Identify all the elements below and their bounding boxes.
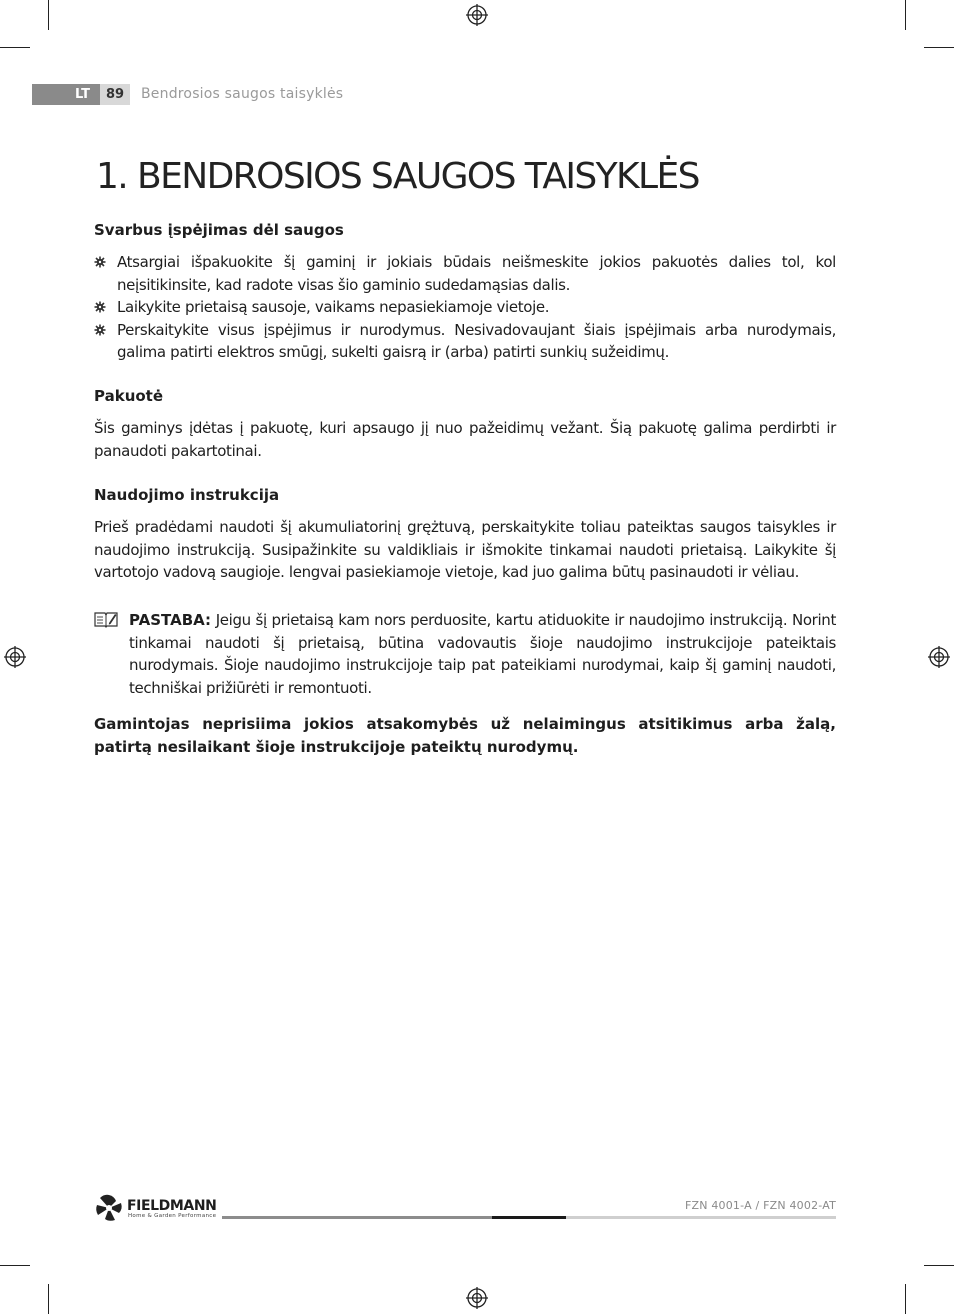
note-block bbox=[94, 609, 836, 699]
bullet-text: Perskaitykite visus įspėjimus ir nurodymus. Nesivadovaujant šiais įspėjimais arba nurodymais, galima patirti elektros smūgį, sukelti gaisrą ir (arba) patirti sunkių sužeidimų. bbox=[117, 320, 836, 361]
bullet-text: Laikykite prietaisą sausoje, vaikams nepasiekiamoje vietoje. bbox=[117, 298, 550, 316]
crop-mark bbox=[0, 47, 30, 48]
crop-mark bbox=[905, 1284, 906, 1314]
packaging-heading: Pakuotė bbox=[94, 387, 164, 405]
footer-rule bbox=[492, 1216, 566, 1219]
page-title: 1. BENDROSIOS SAUGOS TAISYKLĖS bbox=[96, 156, 699, 197]
registration-mark-icon bbox=[466, 1287, 488, 1309]
packaging-paragraph: Šis gaminys įdėtas į pakuotę, kuri apsaugo jį nuo pažeidimų vežant. Šią pakuotę galima perdirbti ir panaudoti pakartotinai. bbox=[94, 419, 836, 460]
crop-mark bbox=[905, 0, 906, 30]
page-number: 89 bbox=[100, 84, 130, 105]
note-text bbox=[129, 609, 836, 699]
safety-bullet-list bbox=[94, 251, 836, 364]
instructions-heading: Naudojimo instrukcija bbox=[94, 486, 280, 504]
registration-mark-icon bbox=[928, 646, 950, 668]
note-label: PASTABA: bbox=[129, 611, 212, 629]
fieldmann-logo-icon bbox=[94, 1193, 124, 1223]
note-body: Jeigu šį prietaisą kam nors perduosite, kartu atiduokite ir naudojimo instrukciją. Norint tinkamai naudoti šį prietaisą, būtina vadovautis šioje naudojimo instrukcijoje pateiktais nurodymais. Šioje naudojimo instrukcijoje taip pat pateikiami nurodymai, kaip šį gaminį naudoti, techniškai prižiūrėti ir remontuoti. bbox=[129, 611, 836, 697]
gear-bullet-icon bbox=[94, 324, 106, 336]
crop-mark bbox=[48, 1284, 49, 1314]
registration-mark-icon bbox=[466, 4, 488, 26]
gear-bullet-icon bbox=[94, 256, 106, 268]
instructions-paragraph: Prieš pradėdami naudoti šį akumuliatorinį grężtuvą, perskaitykite toliau pateiktas saugos taisykles ir naudojimo instrukciją. Susipažinkite su valdikliais ir išmokite tinkamai naudoti prietaisą. Laikykite šį vartotojo vadovą saugioje. lengvai pasiekiamoje vietoje, kad juo galima būtų pasinaudoti ir vėliau. bbox=[94, 518, 836, 581]
brand-tagline: Home & Garden Performance bbox=[128, 1213, 217, 1219]
safety-heading: Svarbus įspėjimas dėl saugos bbox=[94, 221, 344, 239]
open-book-note-icon bbox=[94, 610, 118, 628]
crop-mark bbox=[0, 1265, 30, 1266]
model-number: FZN 4001-A / FZN 4002-AT bbox=[684, 1199, 836, 1212]
list-item bbox=[94, 296, 836, 319]
footer-rule bbox=[222, 1216, 492, 1219]
brand-logo bbox=[94, 1193, 222, 1223]
crop-mark bbox=[924, 1265, 954, 1266]
registration-mark-icon bbox=[4, 646, 26, 668]
list-item bbox=[94, 251, 836, 296]
brand-name: FIELDMANN bbox=[127, 1198, 217, 1214]
header-lang: LT bbox=[75, 87, 90, 102]
running-header-title: Bendrosios saugos taisyklės bbox=[141, 86, 344, 102]
bullet-text: Atsargiai išpakuokite šį gaminį ir jokiais būdais neišmeskite jokios pakuotės dalies tol, kol neįsitikinsite, kad radote visas šio gaminio sudedamąsias dalis. bbox=[117, 253, 836, 294]
crop-mark bbox=[48, 0, 49, 30]
crop-mark bbox=[924, 47, 954, 48]
liability-disclaimer: Gamintojas neprisiima jokios atsakomybės už nelaimingus atsitikimus arba žalą, patirtą nesilaikant šioje instrukcijoje pateiktų nurodymų. bbox=[94, 715, 836, 756]
list-item bbox=[94, 319, 836, 364]
footer-rule bbox=[566, 1216, 836, 1219]
gear-bullet-icon bbox=[94, 301, 106, 313]
